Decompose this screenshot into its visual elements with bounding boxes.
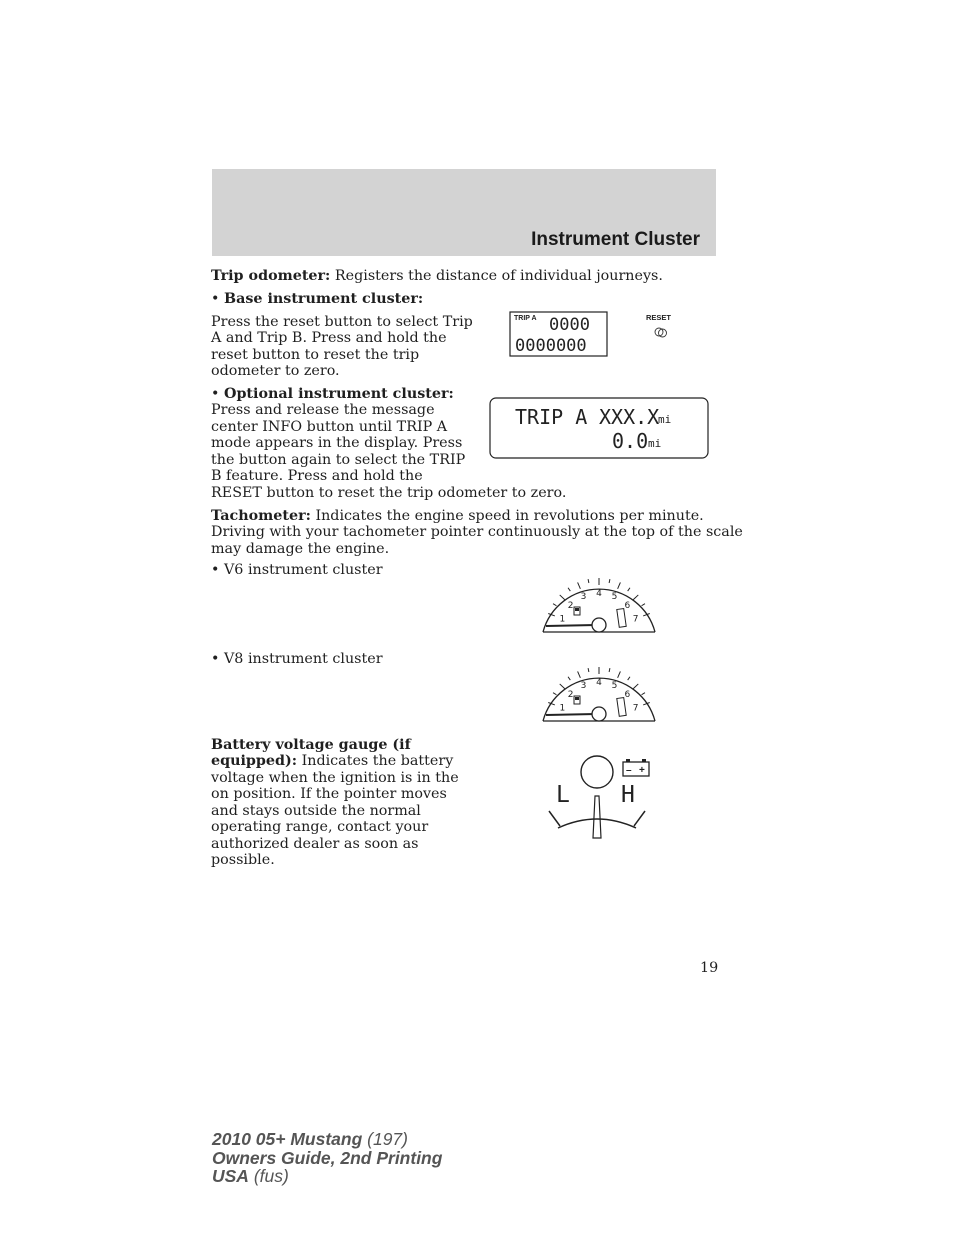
body-line: mode appears in the display. Press xyxy=(211,435,463,451)
trip-label: TRIP A xyxy=(514,315,537,322)
battery-line: possible. xyxy=(211,852,275,868)
body-line: B feature. Press and hold the xyxy=(211,468,423,484)
tick-mark xyxy=(553,604,556,606)
tick-label: 6 xyxy=(624,601,631,612)
trip-odometer-paragraph xyxy=(211,268,663,285)
bullet: • xyxy=(211,385,220,402)
optional-cluster-heading: Optional instrument cluster: xyxy=(223,385,454,402)
tick-label: 4 xyxy=(596,589,602,599)
tick-mark xyxy=(578,671,581,677)
optional-trip-display-figure xyxy=(488,395,712,463)
tick-label: 4 xyxy=(596,678,602,688)
footer-code: (197) xyxy=(362,1129,408,1149)
base-cluster-heading-line xyxy=(211,291,423,308)
base-trip-display-figure xyxy=(505,305,685,365)
needle-hub xyxy=(592,618,606,632)
tick-mark xyxy=(642,604,645,606)
footer-model: 2010 05+ Mustang xyxy=(212,1129,363,1149)
tick-label: 1 xyxy=(559,614,566,625)
trip-reset-value: 0.0 xyxy=(612,429,649,453)
needle-hub xyxy=(592,707,606,721)
section-header-band xyxy=(212,169,716,256)
v8-label: V8 instrument cluster xyxy=(223,651,383,667)
tick-mark xyxy=(628,588,630,591)
tachometer-label: Tachometer: xyxy=(211,507,311,524)
high-label: H xyxy=(621,782,635,808)
base-cluster-heading: Base instrument cluster: xyxy=(223,291,424,307)
tick-label: 2 xyxy=(567,690,574,701)
tick-mark xyxy=(609,668,610,672)
body-line: reset button to reset the trip xyxy=(211,346,420,363)
footer-line xyxy=(212,1130,442,1149)
battery-line: voltage when the ignition is in the xyxy=(211,769,459,786)
tachometer-line: may damage the engine. xyxy=(211,540,390,557)
battery-line: on position. If the pointer moves xyxy=(211,786,447,802)
low-label: L xyxy=(556,782,570,808)
bullet: • xyxy=(211,291,220,307)
trip-odometer-text: Registers the distance of individual journeys. xyxy=(330,268,663,284)
tachometer-paragraph xyxy=(211,508,743,558)
trip-reset-unit: mi xyxy=(648,437,662,450)
battery-line: authorized dealer as soon as xyxy=(211,835,419,852)
tick-label: 6 xyxy=(624,690,631,701)
battery-paragraph xyxy=(211,737,459,869)
scale-end-left xyxy=(549,811,560,826)
tachometer-line xyxy=(211,508,743,525)
battery-label: equipped): xyxy=(211,753,298,769)
tick-label: 5 xyxy=(611,681,618,692)
tick-mark xyxy=(588,579,589,583)
tach-needle xyxy=(546,625,596,626)
v6-tachometer-gauge xyxy=(538,565,658,635)
tick-mark xyxy=(588,668,589,672)
tick-mark xyxy=(633,595,638,600)
tick-mark xyxy=(568,588,570,591)
footer-market-code: (fus) xyxy=(248,1166,289,1186)
body-line: Press and release the message xyxy=(211,402,435,418)
tach-needle xyxy=(546,714,596,715)
tick-mark xyxy=(633,684,638,689)
tick-label: 3 xyxy=(580,592,587,603)
battery-label-line xyxy=(211,737,459,754)
tick-label: 3 xyxy=(580,681,587,692)
battery-label: Battery voltage gauge (if xyxy=(211,736,411,753)
v6-label: V6 instrument cluster xyxy=(223,562,383,578)
svg-text:–: – xyxy=(626,765,632,776)
page-number: 19 xyxy=(700,960,719,976)
battery-line: operating range, contact your xyxy=(211,819,429,835)
tick-mark xyxy=(578,582,581,588)
body-line: A and Trip B. Press and hold the xyxy=(211,330,447,346)
tachometer-text: Indicates the engine speed in revolutions per minute. xyxy=(310,507,704,524)
body-line: center INFO button until TRIP A xyxy=(211,418,448,435)
section-title: Instrument Cluster xyxy=(531,229,700,250)
trip-mode-label: TRIP A xyxy=(515,405,588,429)
tick-label: 7 xyxy=(632,614,639,625)
trip-value: XXX.X xyxy=(599,405,660,429)
body-line: Press the reset button to select Trip xyxy=(211,313,473,330)
warning-lamp-icon xyxy=(617,609,626,628)
bottom-digits: 0000000 xyxy=(515,336,587,356)
reset-button-icon xyxy=(655,328,667,337)
reset-label: RESET xyxy=(646,313,672,322)
tick-mark xyxy=(560,684,565,689)
bullet: • xyxy=(211,651,220,667)
tick-mark xyxy=(618,671,621,677)
document-footer xyxy=(212,1130,442,1186)
top-digits: 0000 xyxy=(549,315,590,335)
tachometer-line: Driving with your tachometer pointer continuously at the top of the scale xyxy=(211,524,743,540)
tick-mark xyxy=(609,579,610,583)
battery-line: and stays outside the normal xyxy=(211,802,421,819)
trip-unit: mi xyxy=(658,413,672,426)
svg-text:+: + xyxy=(639,765,645,776)
tick-mark xyxy=(568,677,570,680)
footer-line xyxy=(212,1167,442,1186)
v8-item xyxy=(211,651,383,668)
scale-end-right xyxy=(634,811,645,826)
tick-mark xyxy=(642,693,645,695)
base-cluster-body xyxy=(211,314,473,380)
bullet: • xyxy=(211,562,220,578)
pointer-hub xyxy=(581,756,613,788)
battery-icon xyxy=(623,759,649,776)
v6-item xyxy=(211,562,383,579)
tick-mark xyxy=(628,677,630,680)
body-line: odometer to zero. xyxy=(211,363,340,379)
fuel-pump-icon xyxy=(574,607,580,615)
footer-guide: Owners Guide, 2nd Printing xyxy=(212,1147,443,1168)
v8-tachometer-gauge xyxy=(538,654,658,724)
battery-text: Indicates the battery xyxy=(297,753,454,769)
battery-label-line xyxy=(211,753,459,770)
tick-mark xyxy=(618,582,621,588)
tick-label: 1 xyxy=(559,703,566,714)
body-line: RESET button to reset the trip odometer to zero. xyxy=(211,484,567,501)
tick-label: 7 xyxy=(632,703,639,714)
tick-label: 5 xyxy=(611,592,618,603)
footer-market: USA xyxy=(212,1166,249,1186)
tick-mark xyxy=(553,693,556,695)
gauge-pointer xyxy=(593,796,601,838)
footer-line xyxy=(212,1149,442,1168)
body-line: the button again to select the TRIP xyxy=(211,451,466,468)
fuel-pump-icon xyxy=(574,696,580,704)
tick-mark xyxy=(560,595,565,600)
battery-voltage-gauge xyxy=(545,752,651,844)
tick-label: 2 xyxy=(567,601,574,612)
warning-lamp-icon xyxy=(617,698,626,717)
trip-odometer-label: Trip odometer: xyxy=(211,268,331,284)
